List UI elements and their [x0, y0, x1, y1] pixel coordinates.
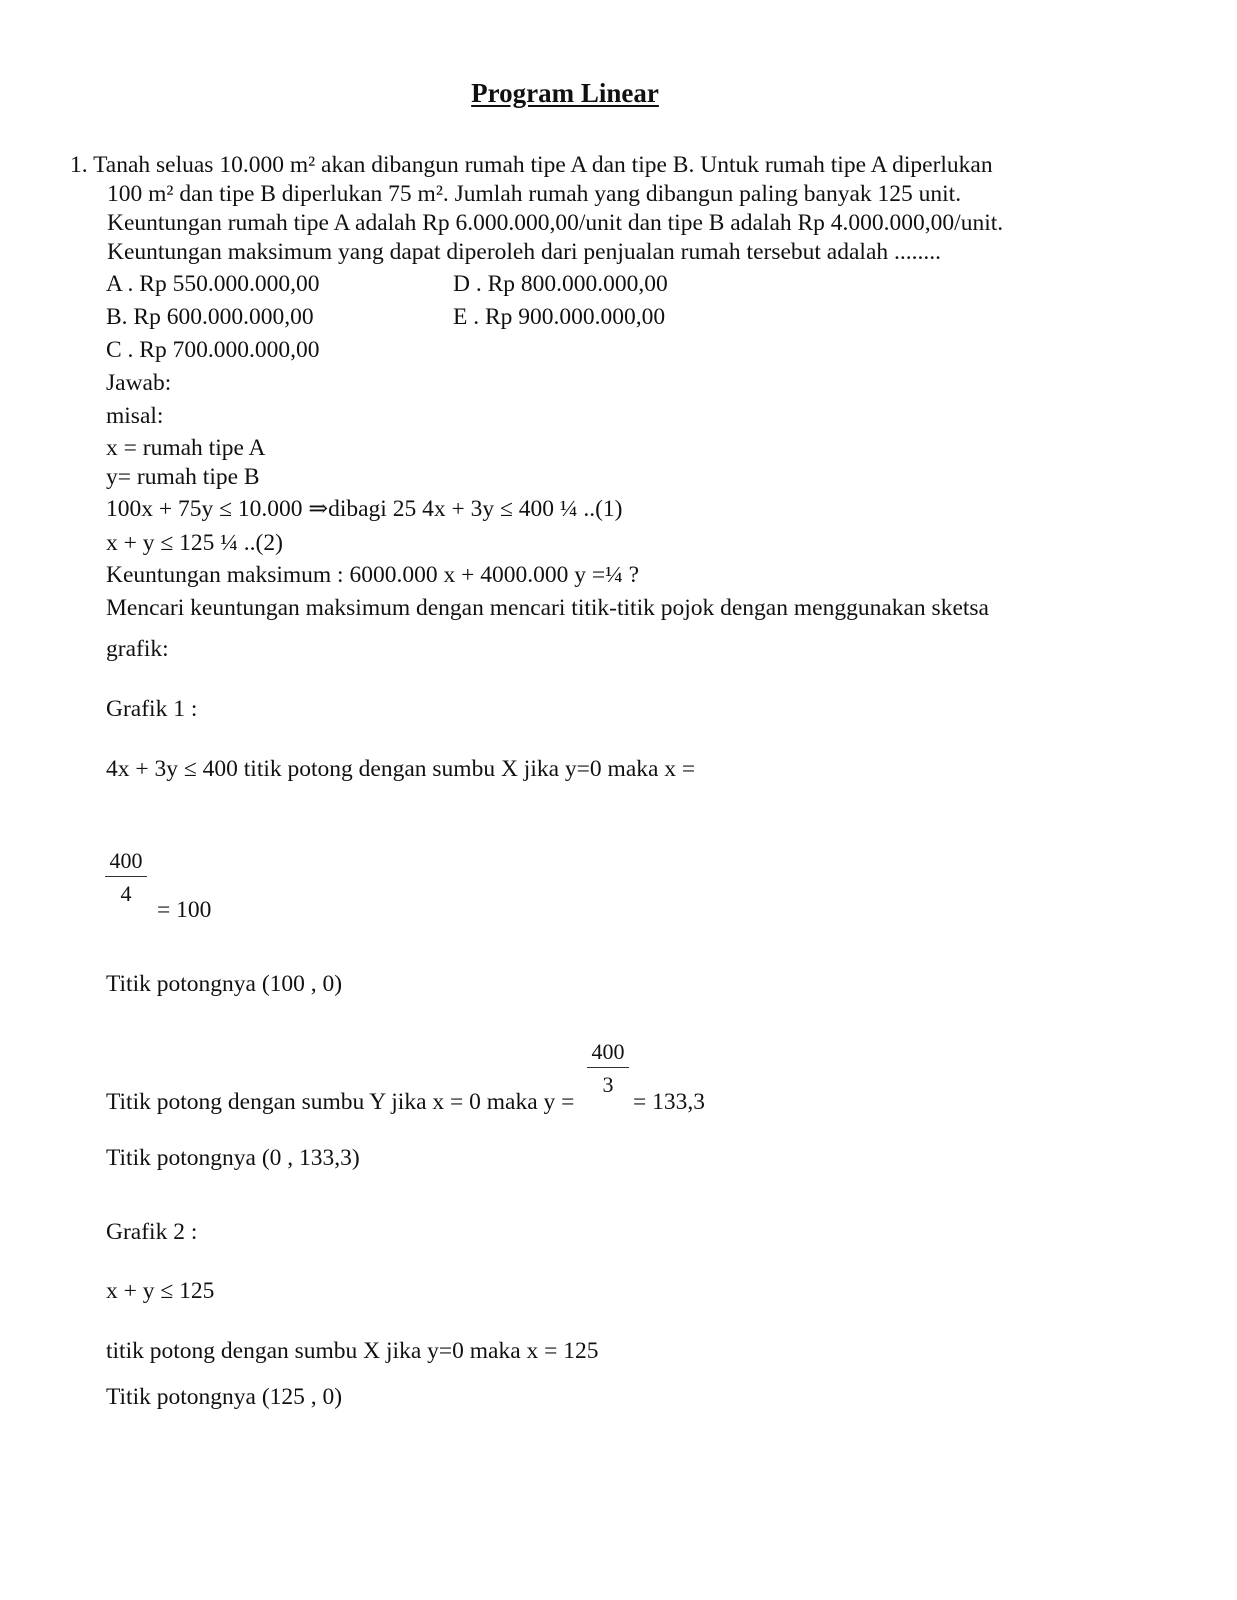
variable-x-definition: x = rumah tipe A [106, 435, 266, 461]
fraction-400-over-3 [587, 1041, 629, 1096]
option-e: E . Rp 900.000.000,00 [453, 304, 666, 330]
grafik-2-label: Grafik 2 : [106, 1219, 198, 1245]
inequality-1: 100x + 75y ≤ 10.000 ⇒dibagi 25 4x + 3y ≤ 400 ¼ ..(1) [106, 496, 623, 522]
intercept-point-2: Titik potongnya (0 , 133,3) [106, 1145, 360, 1171]
fraction-denominator: 4 [120, 881, 132, 906]
fraction-2-result: = 133,3 [633, 1089, 706, 1115]
fraction-numerator: 400 [591, 1039, 625, 1064]
fraction-denominator: 3 [602, 1072, 614, 1097]
method-text-line-2: grafik: [106, 636, 169, 662]
y-intercept-text: Titik potong dengan sumbu Y jika x = 0 maka y = [106, 1089, 575, 1115]
grafik-1-equation: 4x + 3y ≤ 400 titik potong dengan sumbu X jika y=0 maka x = [106, 756, 696, 782]
question-line-4: Keuntungan maksimum yang dapat diperoleh dari penjualan rumah tersebut adalah ........ [107, 239, 941, 265]
question-line-2: 100 m² dan tipe B diperlukan 75 m². Jumlah rumah yang dibangun paling banyak 125 unit. [107, 181, 962, 207]
answer-heading: Jawab: [106, 370, 172, 396]
method-text-line-1: Mencari keuntungan maksimum dengan mencari titik-titik pojok dengan menggunakan sketsa [106, 595, 989, 621]
document-title: Program Linear [471, 78, 659, 108]
question-line-1: 1. Tanah seluas 10.000 m² akan dibangun rumah tipe A dan tipe B. Untuk rumah tipe A diperlukan [70, 152, 993, 178]
option-c: C . Rp 700.000.000,00 [106, 337, 320, 363]
option-a: A . Rp 550.000.000,00 [106, 271, 320, 297]
variable-y-definition: y= rumah tipe B [106, 464, 260, 490]
misal-label: misal: [106, 403, 164, 429]
option-d: D . Rp 800.000.000,00 [453, 271, 668, 297]
grafik-2-equation: x + y ≤ 125 [106, 1278, 215, 1304]
intercept-point-3: Titik potongnya (125 , 0) [106, 1384, 343, 1410]
fraction-bar [587, 1067, 629, 1068]
fraction-numerator: 400 [109, 848, 143, 873]
fraction-bar [105, 876, 147, 877]
intercept-point-1: Titik potongnya (100 , 0) [106, 971, 343, 997]
inequality-2: x + y ≤ 125 ¼ ..(2) [106, 530, 283, 556]
objective-function: Keuntungan maksimum : 6000.000 x + 4000.000 y =¼ ? [106, 562, 640, 588]
option-b: B. Rp 600.000.000,00 [106, 304, 314, 330]
fraction-1-result: = 100 [157, 897, 212, 923]
grafik-1-label: Grafik 1 : [106, 696, 198, 722]
question-line-3: Keuntungan rumah tipe A adalah Rp 6.000.000,00/unit dan tipe B adalah Rp 4.000.000,00/unit. [107, 210, 1004, 236]
grafik-2-x-intercept: titik potong dengan sumbu X jika y=0 maka x = 125 [106, 1338, 599, 1364]
fraction-400-over-4 [105, 850, 147, 905]
